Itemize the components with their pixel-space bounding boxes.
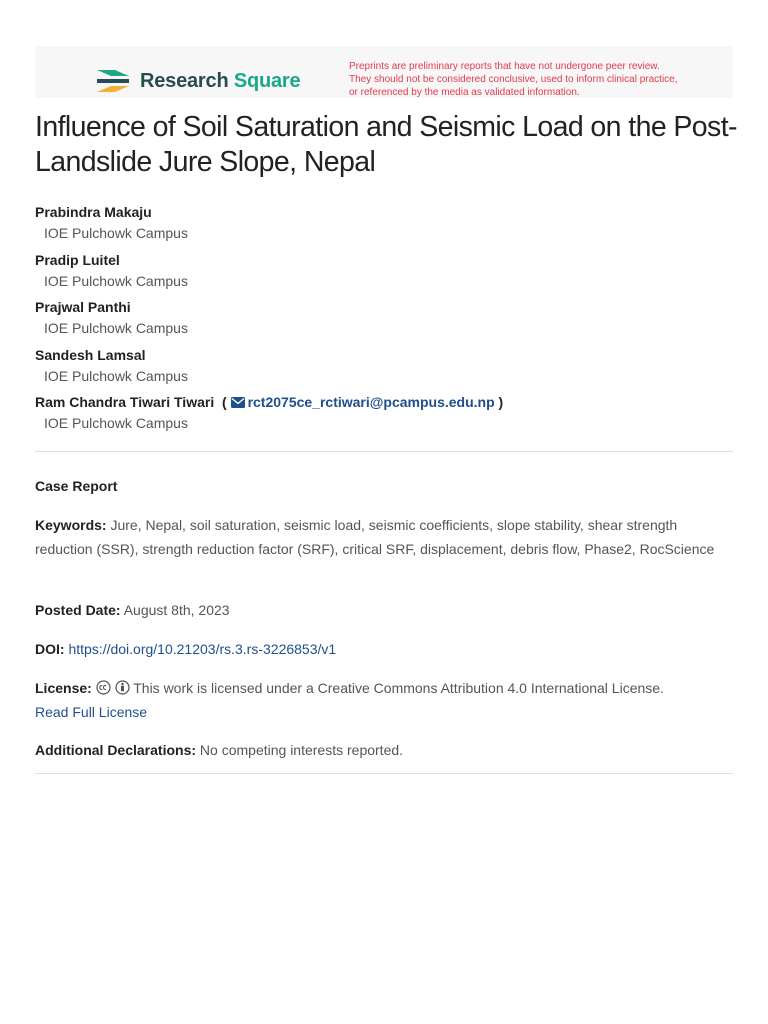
author-list xyxy=(35,202,735,440)
brand-name xyxy=(140,70,300,93)
research-square-logo[interactable] xyxy=(95,65,300,97)
posted-date-value: August 8th, 2023 xyxy=(123,602,230,618)
author-email-link[interactable]: rct2075ce_rctiwari@pcampus.edu.np xyxy=(247,394,495,410)
license-section xyxy=(35,677,735,724)
disclaimer-line: They should not be considered conclusive, used to inform clinical practice, xyxy=(349,74,678,85)
author-entry xyxy=(35,202,735,250)
posted-date-label: Posted Date: xyxy=(35,602,121,618)
author-name: Ram Chandra Tiwari Tiwari xyxy=(35,394,215,410)
declarations-value: No competing interests reported. xyxy=(199,742,404,758)
disclaimer-line: Preprints are preliminary reports that have not undergone peer review. xyxy=(349,61,660,72)
cc-icon xyxy=(96,680,111,695)
author-entry xyxy=(35,345,735,393)
author-name-line xyxy=(35,392,735,412)
posted-date-section xyxy=(35,599,735,623)
by-icon xyxy=(115,680,130,695)
close-paren: ) xyxy=(498,394,504,410)
article-type-value: Case Report xyxy=(35,478,118,494)
author-affiliation: IOE Pulchowk Campus xyxy=(44,225,188,241)
author-entry-corresponding xyxy=(35,392,735,440)
author-name: Prajwal Panthi xyxy=(35,299,131,315)
brand-word-square: Square xyxy=(233,69,301,92)
declarations-label: Additional Declarations: xyxy=(35,742,197,758)
author-affiliation: IOE Pulchowk Campus xyxy=(44,367,188,384)
doi-link[interactable]: https://doi.org/10.21203/rs.3.rs-3226853/v1 xyxy=(68,641,337,657)
author-name: Sandesh Lamsal xyxy=(35,346,146,363)
author-name: Pradip Luitel xyxy=(35,251,120,268)
license-label: License: xyxy=(35,680,92,696)
research-square-logo-icon xyxy=(95,67,131,95)
keywords-section xyxy=(35,514,735,561)
declarations-section xyxy=(35,739,735,763)
keywords-value: Jure, Nepal, soil saturation, seismic load, seismic coefficients, slope stability, shear strength reduction (SSR), strength reduction factor (SRF), critical SRF, displacement, debris flow, Phase2, RocScience xyxy=(35,517,715,557)
divider xyxy=(35,773,733,774)
open-paren: ( xyxy=(222,394,227,410)
preprint-disclaimer xyxy=(349,60,709,99)
disclaimer-line: or referenced by the media as validated information. xyxy=(349,87,580,98)
author-affiliation: IOE Pulchowk Campus xyxy=(44,415,188,431)
divider xyxy=(35,451,733,452)
doi-section xyxy=(35,638,735,662)
author-entry xyxy=(35,250,735,298)
author-entry xyxy=(35,297,735,345)
read-full-license-link[interactable]: Read Full License xyxy=(35,703,148,720)
license-text: This work is licensed under a Creative Commons Attribution 4.0 International License. xyxy=(133,680,664,696)
author-affiliation: IOE Pulchowk Campus xyxy=(44,272,188,289)
envelope-icon xyxy=(231,397,245,408)
doi-label: DOI: xyxy=(35,641,65,657)
article-type xyxy=(35,475,735,499)
article-title: Influence of Soil Saturation and Seismic Load on the Post- Landslide Jure Slope, Nepal xyxy=(35,111,737,178)
brand-word-research: Research xyxy=(140,69,229,92)
author-name: Prabindra Makaju xyxy=(35,204,152,220)
keywords-label: Keywords: xyxy=(35,517,107,533)
author-affiliation: IOE Pulchowk Campus xyxy=(44,320,188,336)
